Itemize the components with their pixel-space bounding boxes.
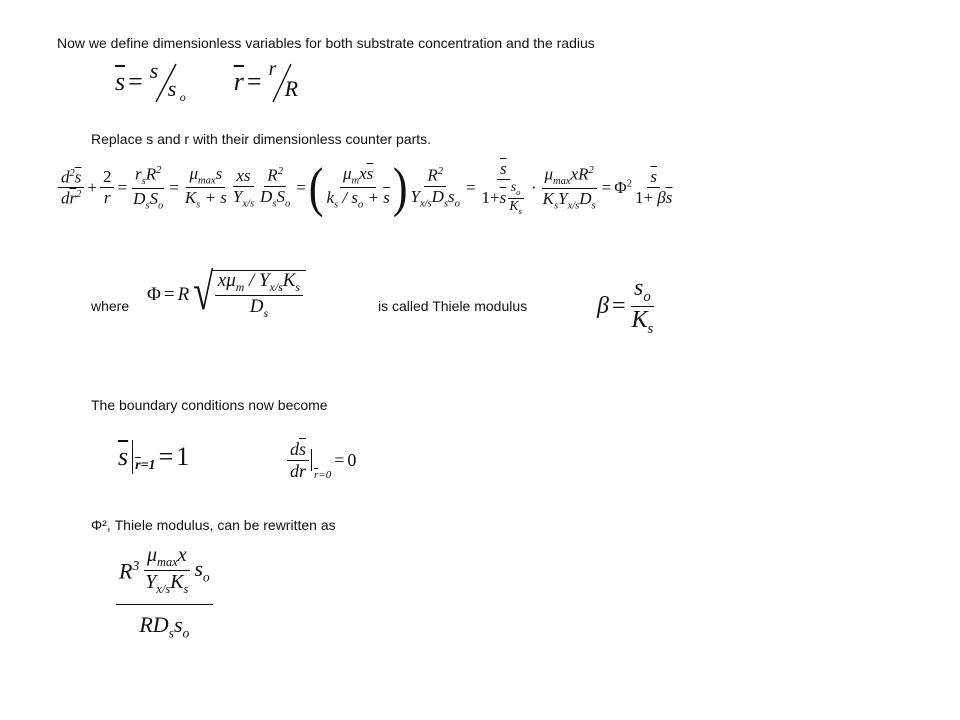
replace-text: Replace s and r with their dimensionless counter parts. <box>91 131 432 147</box>
beta-definition: β = $\frac{s_o}{K_s}$ <box>597 275 654 338</box>
thiele-definition: Φ = R √ $\frac{x\mu_m / Y_{x/s}K_s}{D_s}$ <box>147 270 306 320</box>
s-over-so-fraction: s s o <box>149 58 186 104</box>
intro-text: Now we define dimensionless variables for both substrate concentration and the radius <box>57 35 595 51</box>
equals-sign: = <box>128 67 143 96</box>
boundary-condition-2: $\frac{d\overline{s}}{d\overline{r}}$ $\overline{r}=0$ = 0 <box>287 440 356 481</box>
second-derivative: $\frac{d^2\overline{s}}{d\overline{r}^2}$ <box>58 168 84 208</box>
yield-term: $\frac{xs}{Y_{x/s}}$ <box>232 165 255 209</box>
where-label: where <box>91 298 130 314</box>
monod-term: $\frac{\mu_{max}s}{K_s + s}$ <box>184 163 227 211</box>
r-over-R-fraction: r R <box>268 58 299 101</box>
dimensionless-monod-term: $\frac{\mu_mx\overline{s}}{k_s / s_o + \overline{s}}$ <box>326 163 390 211</box>
equals-sign-2: = <box>246 67 262 96</box>
beta-symbol: β <box>597 293 609 320</box>
rate-over-diffusion: $\frac{r_sR^2}{D_sS_o}$ <box>133 164 164 212</box>
rewritten-text: Φ², Thiele modulus, can be rewritten as <box>91 517 336 533</box>
boundary-text: The boundary conditions now become <box>91 397 328 413</box>
main-equation: $\frac{d^2\overline{s}}{d\overline{r}^2}$ + $\frac{2}{r}$ = $\frac{r_sR^2}{D_sS_o}$ = $\frac{\mu_{max}s}{K_s + s}$ $\frac{xs}{Y_{x/s}}$ $\frac{R^2}{D_sS_o}$ = ( $\frac{\mu_mx\overline{s}}{k_s / s_o + \overline{s}}$ ) $\frac{R^2}{Y_{x/s}D_ss_o}$ = $\overline{s}$ 1+ $\overline{s}$ $\frac{s_o}{K_s}$ · $\frac{\mu_{max}xR^2}{K_sY_{x/s}D_s}$ = $\Phi^2$ $\frac{\overline{s}}{1+ \beta\overline{s}}$ <box>58 160 675 216</box>
dimensionless-definitions <box>115 58 303 104</box>
s-over-one-plus-term: $\overline{s}$ 1+ $\overline{s}$ $\frac{s_o}{K_s}$ <box>481 159 522 216</box>
thiele-rewritten-fraction: $R^3$ $\frac{\mu_{max}x}{Y_{x/s}K_s}$ $s_o$ $RD_ss_o$ <box>116 545 213 641</box>
final-term: $\frac{\overline{s}}{1+ \beta\overline{s}}$ <box>634 167 673 208</box>
two-over-r: $\frac{2}{r}$ <box>100 168 115 207</box>
phi-symbol: Φ <box>147 284 161 306</box>
r-bar-symbol: $\overline{r}$ <box>233 67 244 96</box>
boundary-condition-1: $\overline{s}$ $\overline{r}=1$ = 1 <box>118 442 190 473</box>
mumax-xr2-term: $\frac{\mu_{max}xR^2}{K_sY_{x/s}D_s}$ <box>542 164 596 212</box>
r2-over-yds-term: $\frac{R^2}{Y_{x/s}D_ss_o}$ <box>410 166 460 210</box>
s-bar-symbol: $\overline{s}$ <box>115 67 126 96</box>
r2-over-ds-term: $\frac{R^2}{D_sS_o}$ <box>260 166 291 210</box>
thiele-called-text: is called Thiele modulus <box>378 298 528 314</box>
